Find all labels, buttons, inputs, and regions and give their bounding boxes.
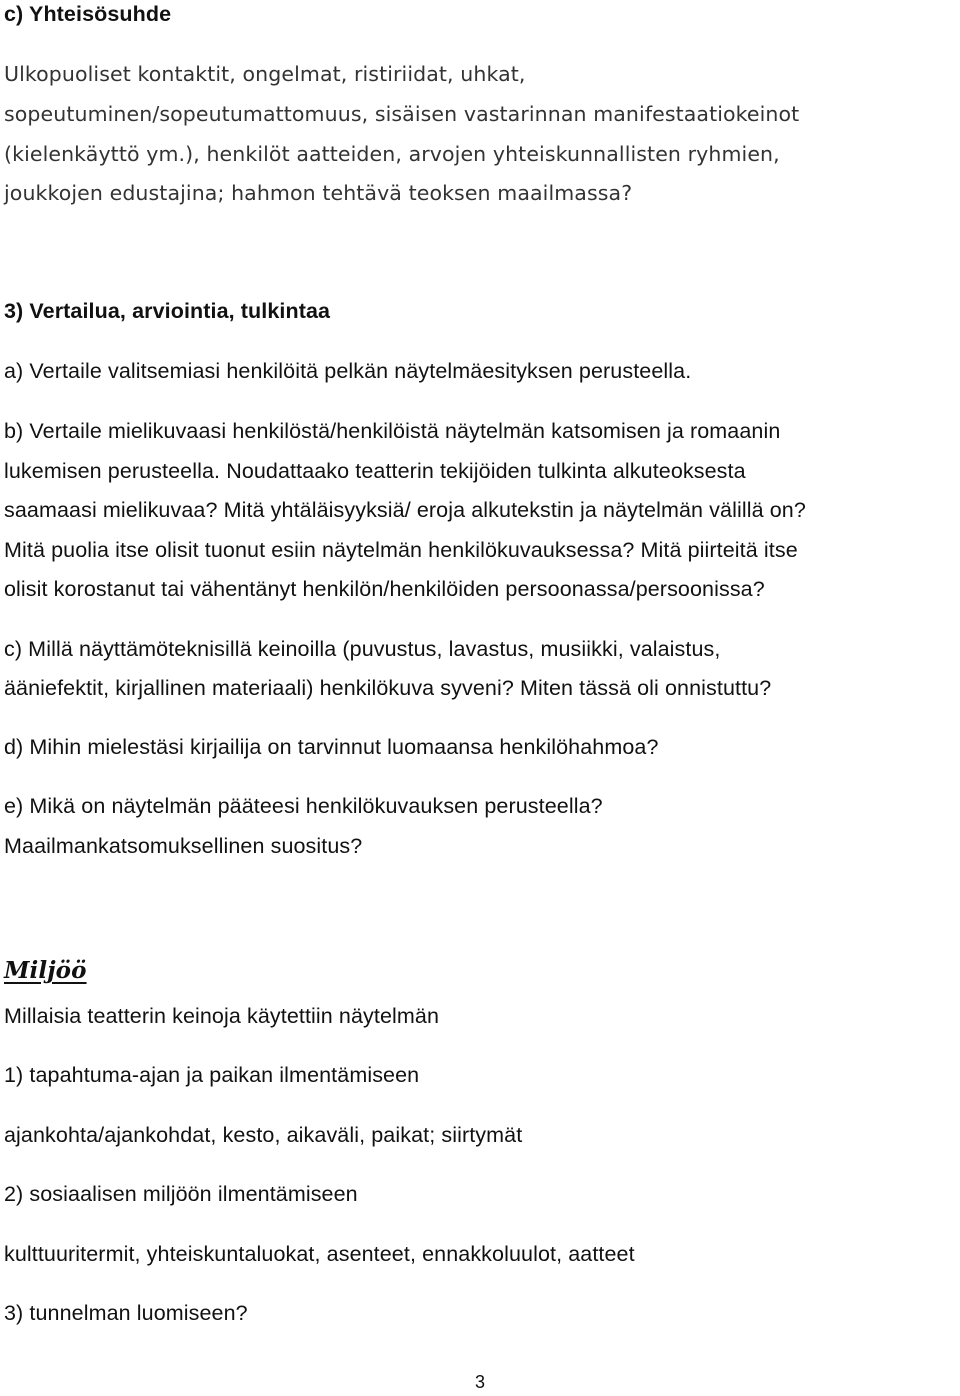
section-heading-yhteisosuhde: c) Yhteisösuhde [4, 2, 172, 26]
paragraph-line: sopeutuminen/sopeutumattomuus, sisäisen vastarinnan manifestaatiokeinot [4, 102, 800, 126]
question-b-line: saamaasi mielikuvaa? Mitä yhtäläisyyksiä/ eroja alkutekstin ja näytelmän välillä on? [4, 498, 806, 522]
miljoo-item-1-detail: ajankohta/ajankohdat, kesto, aikaväli, paikat; siirtymät [4, 1123, 523, 1147]
question-a: a) Vertaile valitsemiasi henkilöitä pelkän näytelmäesityksen perusteella. [4, 359, 692, 383]
question-b-line: Mitä puolia itse olisit tuonut esiin näytelmän henkilökuvauksessa? Mitä piirteitä itse [4, 538, 798, 562]
question-b-line: lukemisen perusteella. Noudattaako teatterin tekijöiden tulkinta alkuteoksesta [4, 459, 746, 483]
question-e-line: e) Mikä on näytelmän pääteesi henkilökuvauksen perusteella? [4, 794, 603, 818]
question-d: d) Mihin mielestäsi kirjailija on tarvinnut luomaansa henkilöhahmoa? [4, 735, 659, 759]
question-b-line: olisit korostanut tai vähentänyt henkilön/henkilöiden persoonassa/persoonissa? [4, 577, 765, 601]
miljoo-intro: Millaisia teatterin keinoja käytettiin näytelmän [4, 1004, 440, 1028]
section-heading-vertailua: 3) Vertailua, arviointia, tulkintaa [4, 299, 331, 323]
miljoo-item-1: 1) tapahtuma-ajan ja paikan ilmentämiseen [4, 1063, 420, 1087]
question-c-line: c) Millä näyttämöteknisillä keinoilla (puvustus, lavastus, musiikki, valaistus, [4, 637, 721, 661]
paragraph-line: Ulkopuoliset kontaktit, ongelmat, ristiriidat, uhkat, [4, 62, 526, 86]
miljoo-item-3: 3) tunnelman luomiseen? [4, 1301, 248, 1325]
section-heading-miljoo: Miljöö [4, 957, 87, 984]
question-c-line: ääniefektit, kirjallinen materiaali) henkilökuva syveni? Miten tässä oli onnistuttu? [4, 676, 772, 700]
question-e-line: Maailmankatsomuksellinen suositus? [4, 834, 363, 858]
page-number: 3 [474, 1372, 485, 1392]
paragraph-line: joukkojen edustajina; hahmon tehtävä teoksen maailmassa? [4, 181, 633, 205]
question-b-line: b) Vertaile mielikuvaasi henkilöstä/henkilöistä näytelmän katsomisen ja romaanin [4, 419, 781, 443]
miljoo-item-2: 2) sosiaalisen miljöön ilmentämiseen [4, 1182, 358, 1206]
miljoo-item-2-detail: kulttuuritermit, yhteiskuntaluokat, asenteet, ennakkoluulot, aatteet [4, 1242, 635, 1266]
paragraph-line: (kielenkäyttö ym.), henkilöt aatteiden, arvojen yhteiskunnallisten ryhmien, [4, 142, 780, 166]
